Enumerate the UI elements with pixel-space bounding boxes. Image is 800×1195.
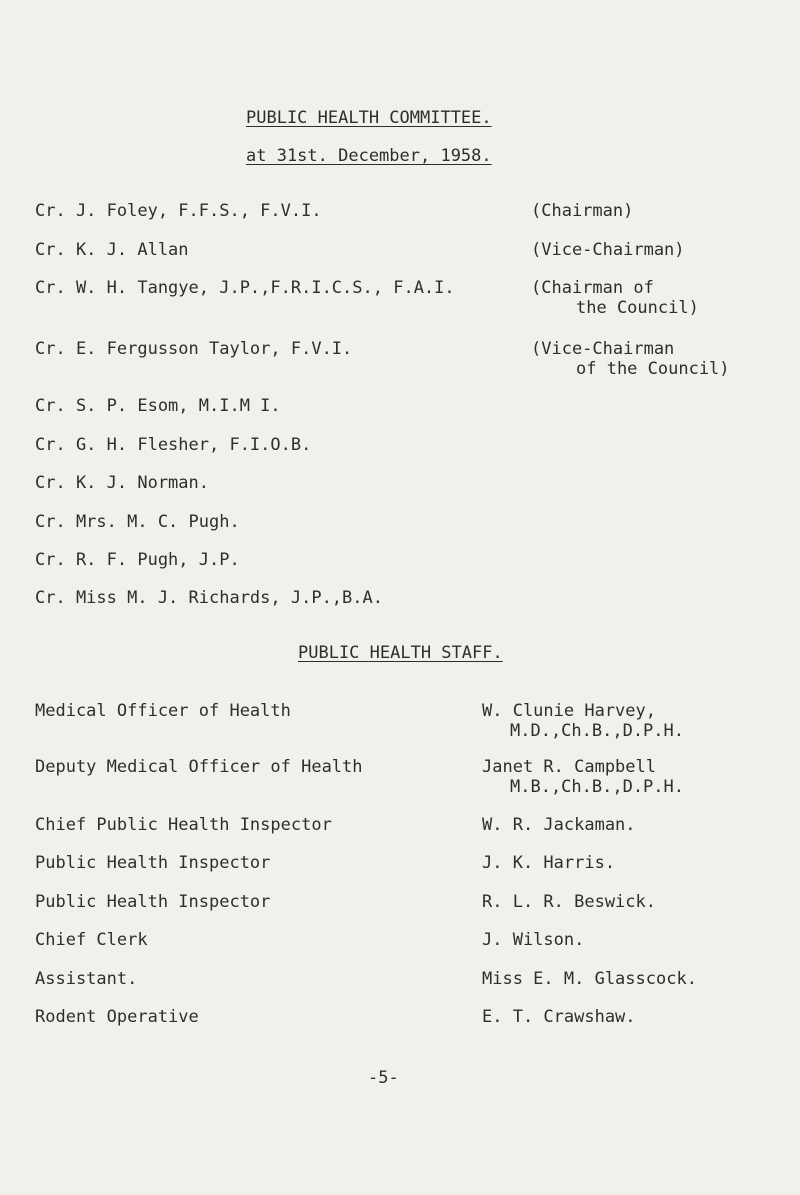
member-name: Cr. J. Foley, F.F.S., F.V.I. [35,201,322,221]
member-name: Cr. S. P. Esom, M.I.M I. [35,396,281,416]
member-role-continued: of the Council) [576,359,730,379]
staff-position: Deputy Medical Officer of Health [35,757,363,777]
staff-name: R. L. R. Beswick. [482,892,656,912]
committee-heading: PUBLIC HEALTH COMMITTEE. [246,108,492,128]
member-name: Cr. K. J. Norman. [35,473,209,493]
staff-name: J. Wilson. [482,930,585,950]
member-name: Cr. W. H. Tangye, J.P.,F.R.I.C.S., F.A.I. [35,278,455,298]
staff-name: W. Clunie Harvey, [482,701,656,721]
staff-name: Miss E. M. Glasscock. [482,969,697,989]
staff-position: Medical Officer of Health [35,701,291,721]
staff-position: Public Health Inspector [35,892,271,912]
member-name: Cr. E. Fergusson Taylor, F.V.I. [35,339,353,359]
member-name: Cr. Miss M. J. Richards, J.P.,B.A. [35,588,383,608]
staff-position: Rodent Operative [35,1007,199,1027]
staff-name: W. R. Jackaman. [482,815,636,835]
member-name: Cr. Mrs. M. C. Pugh. [35,512,240,532]
member-name: Cr. K. J. Allan [35,240,189,260]
member-name: Cr. G. H. Flesher, F.I.O.B. [35,435,312,455]
staff-heading: PUBLIC HEALTH STAFF. [298,643,503,663]
member-role: (Chairman) [531,201,634,221]
committee-date: at 31st. December, 1958. [246,146,492,166]
staff-position: Public Health Inspector [35,853,271,873]
member-role: (Chairman of [531,278,654,298]
staff-name: E. T. Crawshaw. [482,1007,636,1027]
staff-position: Chief Public Health Inspector [35,815,332,835]
staff-position: Chief Clerk [35,930,148,950]
staff-qualifications: M.D.,Ch.B.,D.P.H. [510,721,684,741]
staff-name: J. K. Harris. [482,853,616,873]
member-name: Cr. R. F. Pugh, J.P. [35,550,240,570]
member-role-continued: the Council) [576,298,699,318]
page-number: -5- [368,1068,399,1088]
staff-name: Janet R. Campbell [482,757,656,777]
staff-qualifications: M.B.,Ch.B.,D.P.H. [510,777,684,797]
staff-position: Assistant. [35,969,138,989]
member-role: (Vice-Chairman [531,339,675,359]
member-role: (Vice-Chairman) [531,240,685,260]
